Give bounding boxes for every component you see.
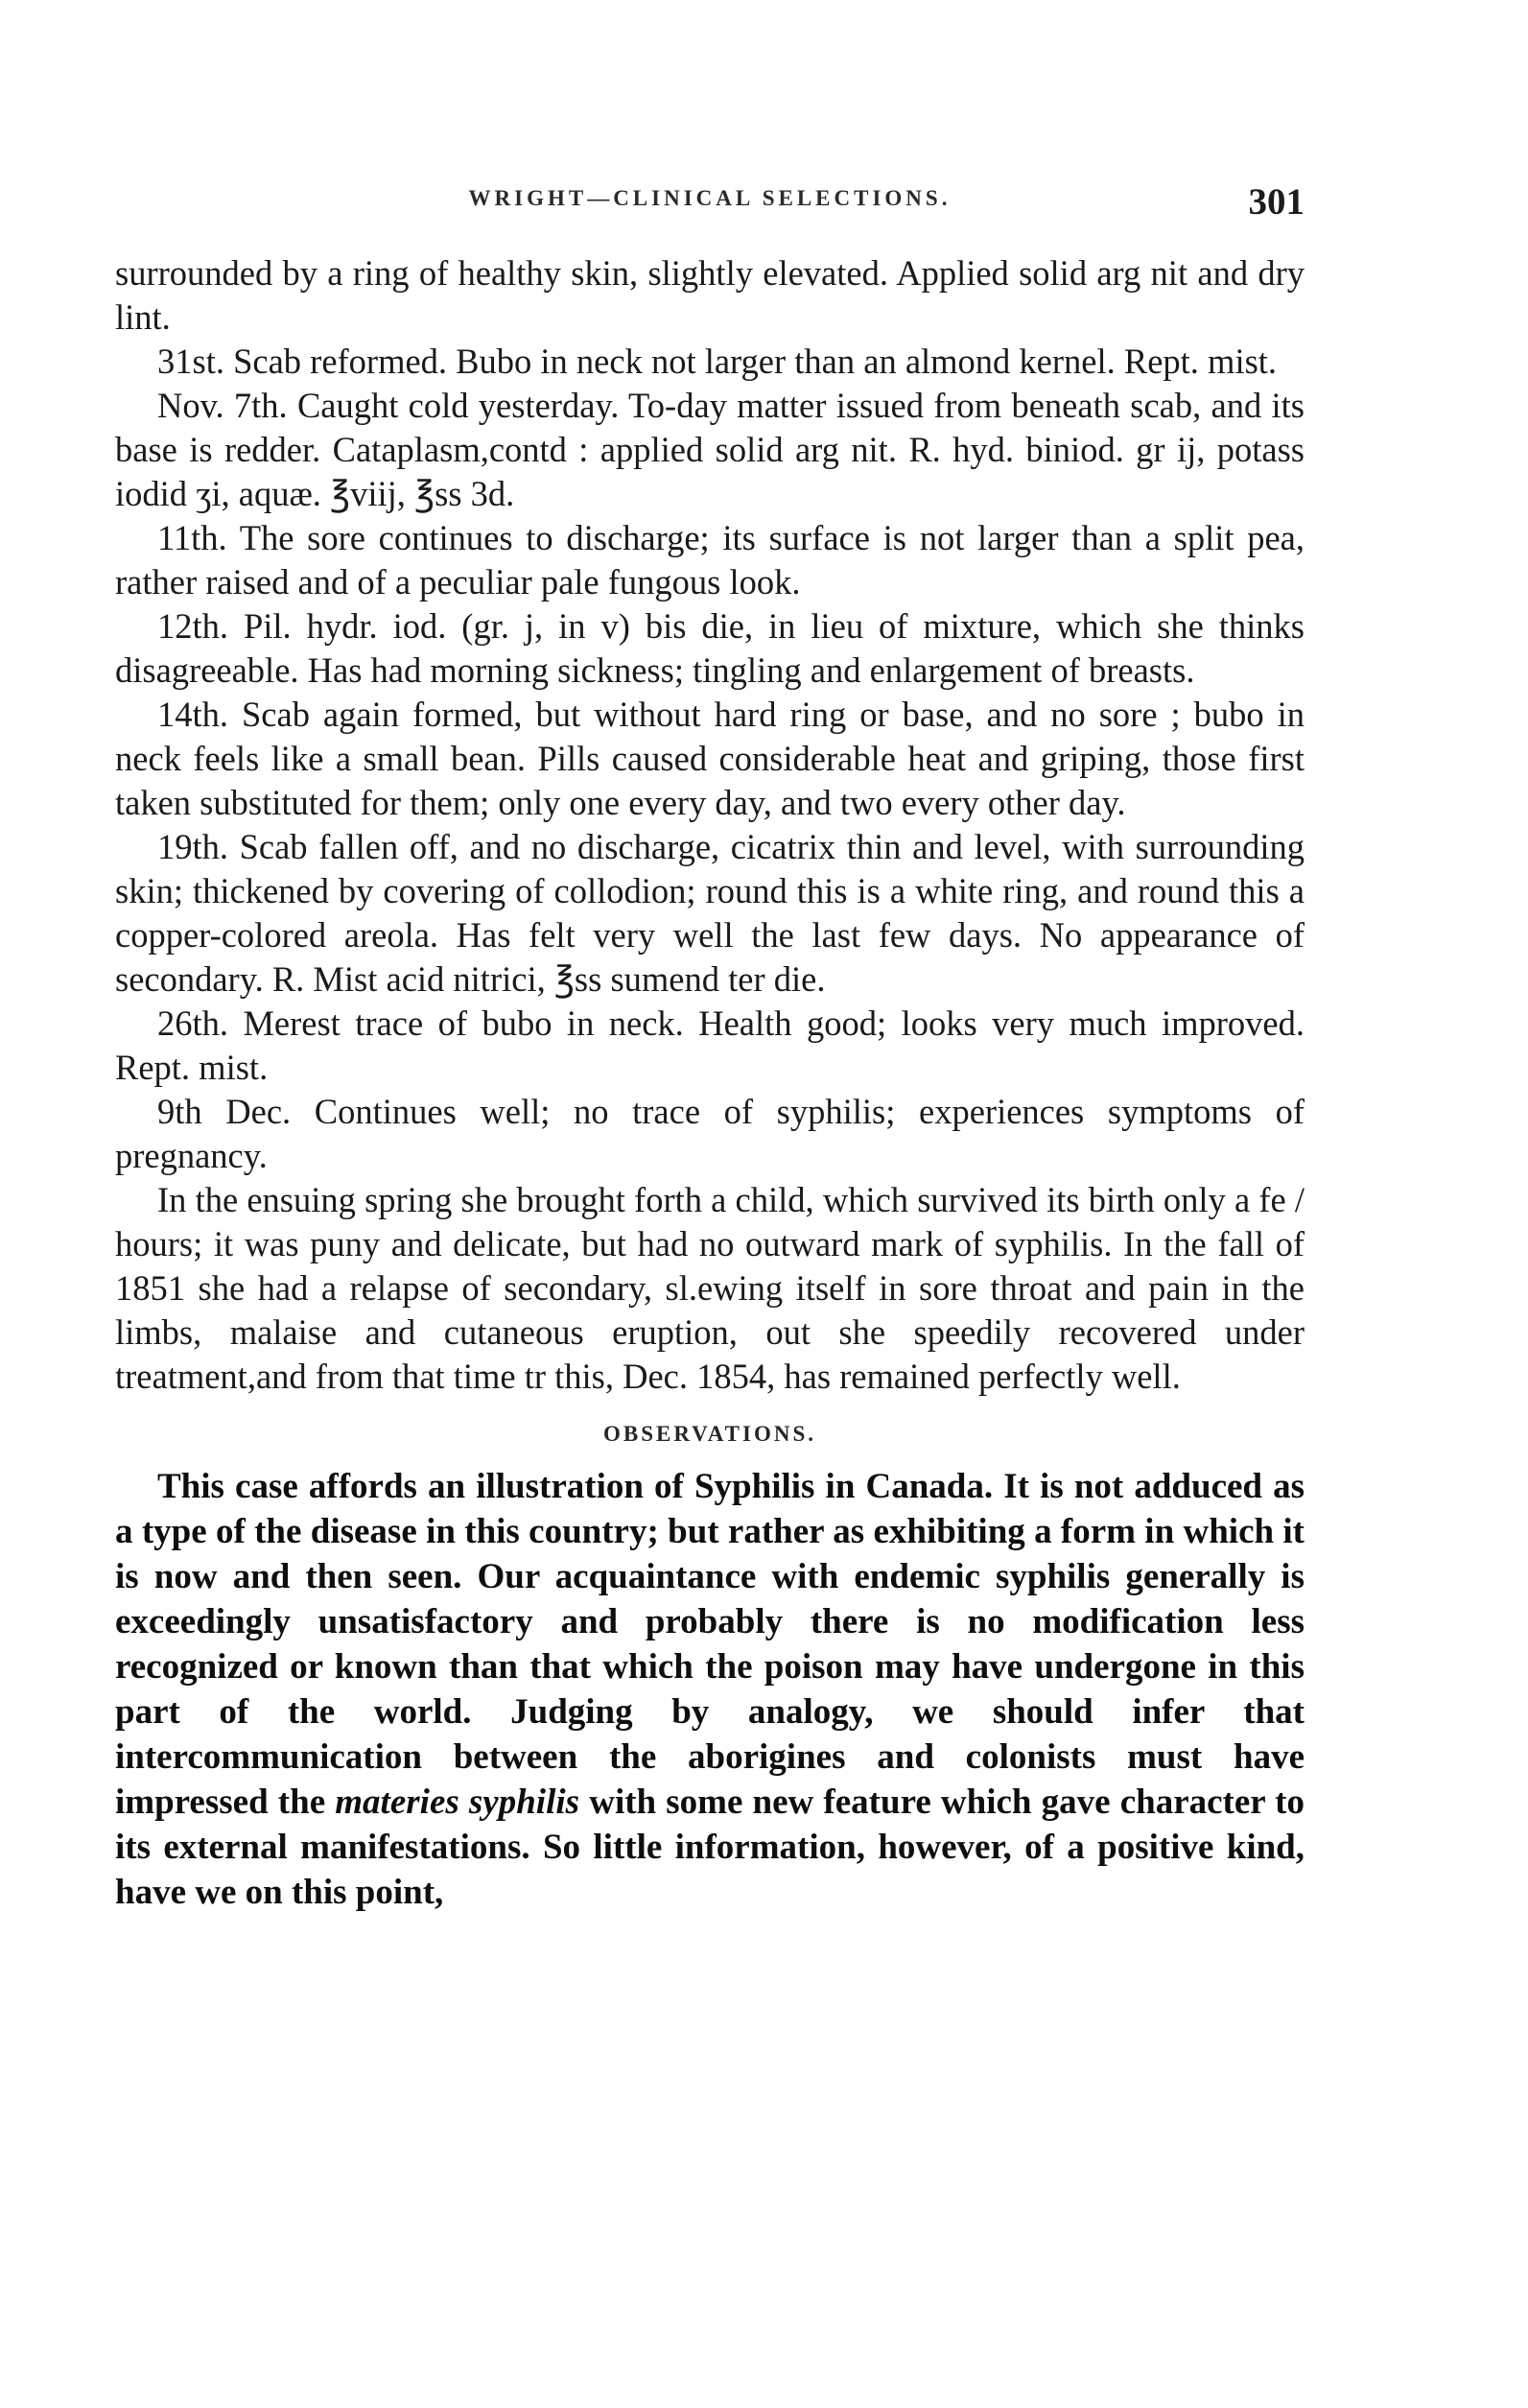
observations-text-part2: with some new feature which gave character to its external manifestations. So little information, however, of a positive kind, have we on this point,	[115, 1782, 1305, 1912]
paragraph-10: In the ensuing spring she brought forth a child, which survived its birth only a fe / hours; it was puny and delicate, but had no outward mark of syphilis. In the fall of 1851 she had a relapse of secondary, sl.ewing itself in sore throat and pain in the limbs, malaise and cutaneous eruption, out she speedily recovered under treatment,and from that time tr this, Dec. 1854, has remained perfectly well.	[115, 1180, 1305, 1396]
running-head: WRIGHT—CLINICAL SELECTIONS.	[468, 186, 952, 210]
observations-italic-term: materies syphilis	[335, 1782, 580, 1822]
paragraph-5: 12th. Pil. hydr. iod. (gr. j, in v) bis die, in lieu of mixture, which she thinks disagreeable. Has had morning sickness; tingling and enlargement of breasts.	[115, 606, 1305, 690]
page-header	[115, 180, 1305, 228]
observations-text-part1: This case affords an illustration of Syphilis in Canada. It is not adduced as a type of the disease in this country; but rather as exhibiting a form in which it is now and then seen. Our acquaintance with endemic syphilis generally is exceedingly unsatisfactory and probably there is no modification less recognized or known than that which the poison may have undergone in this part of the world. Judging by analogy, we should infer that intercommunication between the aborigines and colonists must have impressed the	[115, 1467, 1305, 1822]
paragraph-4: 11th. The sore continues to discharge; its surface is not larger than a split pea, rather raised and of a peculiar pale fungous look.	[115, 518, 1305, 602]
observations-section	[115, 1464, 1305, 1915]
clinical-notes	[115, 251, 1305, 1915]
paragraph-9: 9th Dec. Continues well; no trace of syphilis; experiences symptoms of pregnancy.	[115, 1092, 1305, 1175]
observations-paragraph	[115, 1464, 1305, 1915]
paragraph-1: surrounded by a ring of healthy skin, slightly elevated. Applied solid arg nit and dry lint.	[115, 253, 1305, 337]
paragraph-7: 19th. Scab fallen off, and no discharge, cicatrix thin and level, with surrounding skin; thickened by covering of collodion; round this is a white ring, and round this a copper-colored areola. Has felt very well the last few days. No appearance of secondary. R. Mist acid nitrici, ℥ss sumend ter die.	[115, 827, 1305, 999]
page-number: 301	[1248, 181, 1305, 223]
paragraph-3: Nov. 7th. Caught cold yesterday. To-day matter issued from beneath scab, and its base is redder. Cataplasm,contd : applied solid arg nit. R. hyd. biniod. gr ij, potass iodid ʒi, aquæ. ℥viij, ℥ss 3d.	[115, 386, 1305, 513]
section-heading: OBSERVATIONS.	[602, 1422, 817, 1446]
paragraph-2: 31st. Scab reformed. Bubo in neck not larger than an almond kernel. Rept. mist.	[157, 342, 1278, 381]
paragraph-8: 26th. Merest trace of bubo in neck. Health good; looks very much improved. Rept. mist.	[115, 1003, 1305, 1087]
paragraph-6: 14th. Scab again formed, but without hard ring or base, and no sore ; bubo in neck feels like a small bean. Pills caused considerable heat and griping, those first taken substituted for them; only one every day, and two every other day.	[115, 695, 1305, 822]
